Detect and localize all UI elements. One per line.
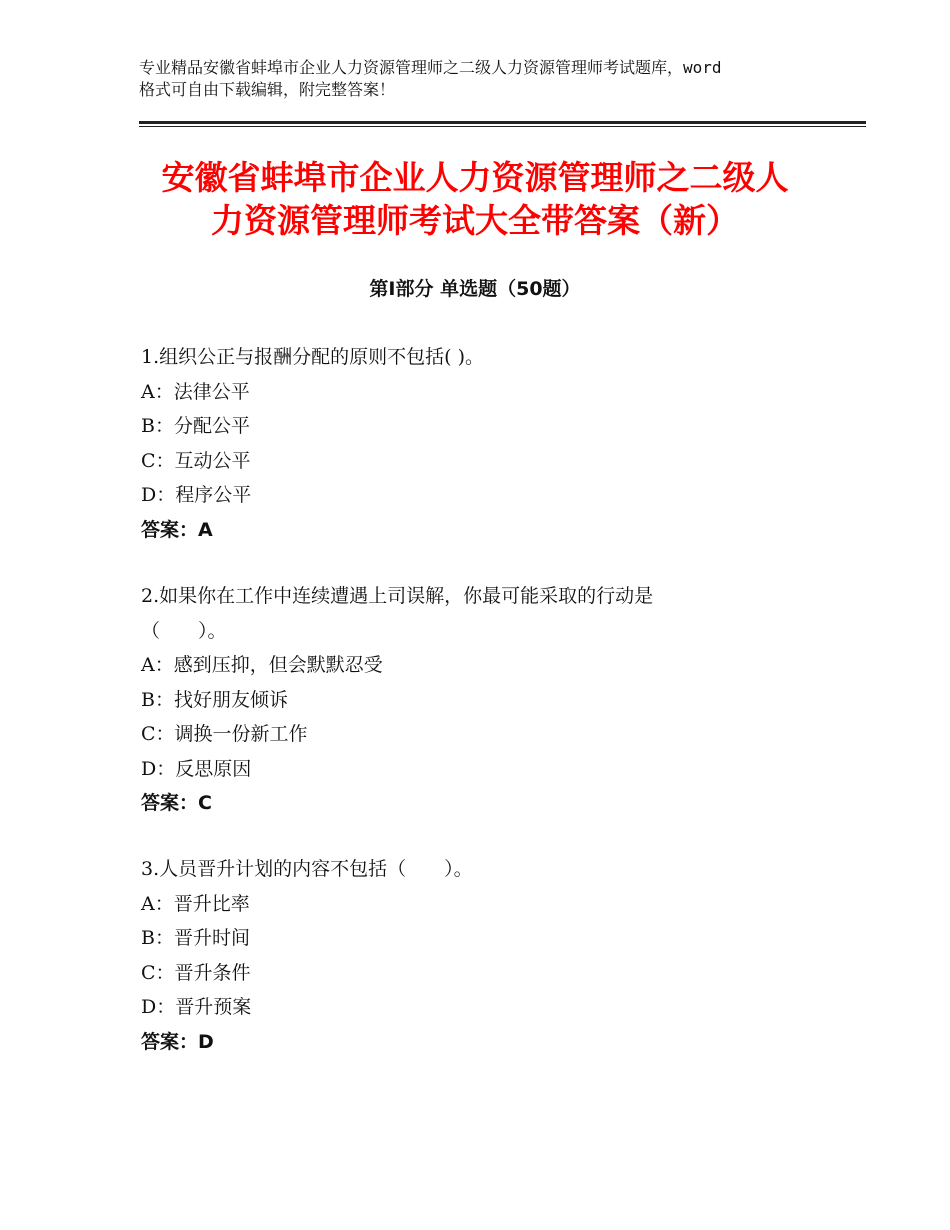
answer: 答案：C (141, 792, 212, 814)
answer: 答案：D (141, 1030, 214, 1053)
option-a: A：晋升比率 (141, 892, 250, 915)
option-c: C：互动公平 (141, 449, 251, 472)
option-c: C：调换一份新工作 (141, 723, 308, 745)
document-title (100, 156, 850, 242)
question-1 (141, 340, 781, 547)
question-stem: 1.组织公正与报酬分配的原则不包括( )。 (141, 346, 484, 368)
option-d: D：程序公平 (141, 484, 252, 506)
option-b: B：找好朋友倾诉 (141, 688, 288, 711)
header-divider-thin (139, 126, 866, 127)
option-b: B：晋升时间 (141, 927, 250, 949)
answer: 答案：A (141, 518, 213, 541)
document-title-line-1: 安徽省蚌埠市企业人力资源管理师之二级人 (161, 158, 789, 197)
option-c: C：晋升条件 (141, 961, 251, 984)
question-stem: 3.人员晋升计划的内容不包括（ ）。 (141, 858, 473, 880)
section-heading: 第Ⅰ部分 单选题（50题） (369, 278, 581, 300)
option-d: D：反思原因 (141, 757, 252, 780)
question-stem: 2.如果你在工作中连续遭遇上司误解，你最可能采取的行动是 (141, 585, 654, 607)
header-note (139, 57, 839, 101)
option-a: A：法律公平 (141, 380, 250, 403)
option-a: A：感到压抑，但会默默忍受 (141, 654, 383, 676)
header-divider-thick (139, 121, 866, 124)
question-3 (141, 852, 781, 1059)
header-note-line-2: 格式可自由下载编辑，附完整答案！ (139, 80, 396, 99)
document-title-line-2: 力资源管理师考试大全带答案（新） (211, 201, 739, 240)
header-note-line-1: 专业精品安徽省蚌埠市企业人力资源管理师之二级人力资源管理师考试题库，word (139, 58, 722, 77)
option-b: B：分配公平 (141, 415, 250, 437)
question-2 (141, 579, 781, 821)
option-d: D：晋升预案 (141, 996, 252, 1018)
question-stem-continuation: （ ）。 (141, 619, 227, 642)
